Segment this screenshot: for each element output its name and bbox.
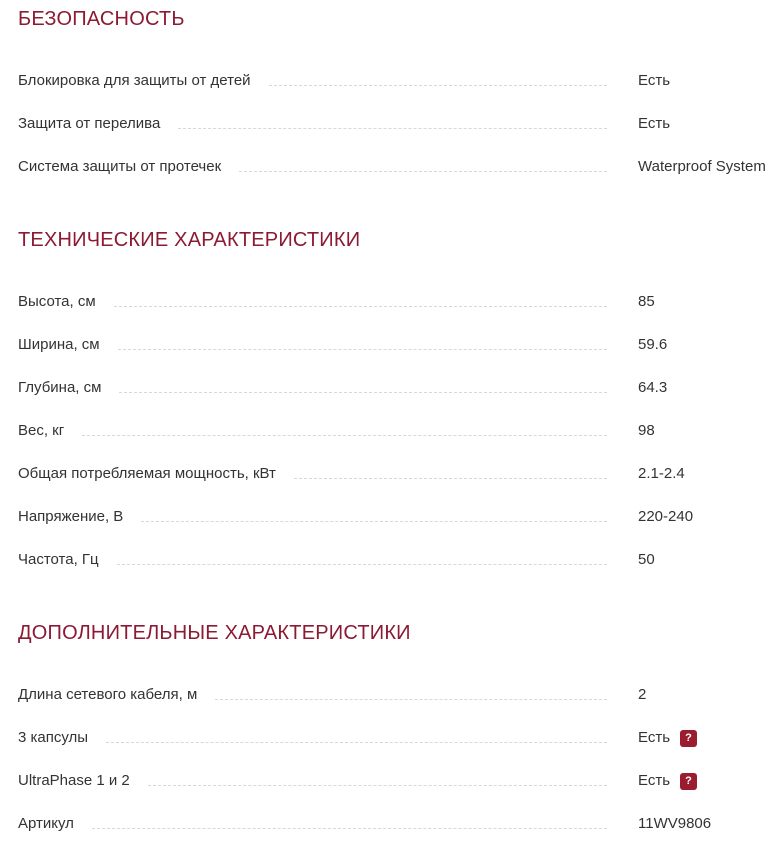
dotted-leader: [114, 306, 607, 307]
spec-row: [18, 539, 775, 582]
spec-rows: [18, 674, 775, 846]
spec-label: Частота, Гц: [18, 551, 99, 568]
spec-value-cell: [638, 551, 775, 569]
spec-value: 50: [638, 551, 655, 568]
spec-value-cell: [638, 508, 775, 526]
dotted-leader: [106, 742, 607, 743]
spec-section: [18, 620, 775, 846]
spec-label: Высота, см: [18, 293, 96, 310]
spec-row: [18, 60, 775, 103]
spec-value-cell: [638, 336, 775, 354]
spec-label: Глубина, см: [18, 379, 102, 396]
spec-label: Длина сетевого кабеля, м: [18, 686, 198, 703]
spec-value: 220-240: [638, 508, 694, 525]
spec-label: UltraPhase 1 и 2: [18, 772, 130, 789]
spec-value-cell: [638, 158, 775, 176]
spec-row: [18, 146, 775, 189]
section-title: БЕЗОПАСНОСТЬ: [18, 8, 185, 30]
help-icon[interactable]: ?: [680, 730, 697, 747]
spec-value-cell: [638, 379, 775, 397]
spec-value: Есть: [638, 772, 671, 789]
spec-label: Блокировка для защиты от детей: [18, 72, 251, 89]
dotted-leader: [82, 435, 607, 436]
spec-rows: [18, 60, 775, 189]
spec-value-cell: [638, 72, 775, 90]
spec-row: [18, 803, 775, 846]
dotted-leader: [294, 478, 607, 479]
spec-label: Система защиты от протечек: [18, 158, 222, 175]
dotted-leader: [118, 349, 607, 350]
dotted-leader: [92, 828, 607, 829]
spec-row: [18, 760, 775, 803]
spec-value-cell: [638, 772, 775, 790]
spec-row: [18, 367, 775, 410]
spec-section: [18, 6, 775, 189]
spec-value: 85: [638, 293, 655, 310]
dotted-leader: [178, 128, 607, 129]
section-title: ТЕХНИЧЕСКИЕ ХАРАКТЕРИСТИКИ: [18, 229, 361, 251]
spec-label: Вес, кг: [18, 422, 65, 439]
spec-row: [18, 496, 775, 539]
spec-value: 2.1-2.4: [638, 465, 685, 482]
spec-value: 59.6: [638, 336, 668, 353]
dotted-leader: [215, 699, 607, 700]
spec-value-cell: [638, 686, 775, 704]
spec-value-cell: [638, 115, 775, 133]
spec-row: [18, 103, 775, 146]
spec-label: Защита от перелива: [18, 115, 161, 132]
dotted-leader: [148, 785, 607, 786]
spec-row: [18, 410, 775, 453]
spec-value-cell: [638, 293, 775, 311]
spec-label: Ширина, см: [18, 336, 100, 353]
dotted-leader: [269, 85, 607, 86]
spec-value: 98: [638, 422, 655, 439]
spec-section: [18, 227, 775, 582]
spec-value: 64.3: [638, 379, 668, 396]
dotted-leader: [117, 564, 607, 565]
spec-value-cell: [638, 422, 775, 440]
spec-value: Есть: [638, 72, 671, 89]
spec-label: Напряжение, В: [18, 508, 124, 525]
spec-value-cell: [638, 729, 775, 747]
dotted-leader: [141, 521, 607, 522]
spec-label: Артикул: [18, 815, 74, 832]
spec-row: [18, 324, 775, 367]
spec-value-cell: [638, 815, 775, 833]
spec-value: 2: [638, 686, 647, 703]
spec-value-cell: [638, 465, 775, 483]
spec-row: [18, 674, 775, 717]
dotted-leader: [119, 392, 607, 393]
section-title: ДОПОЛНИТЕЛЬНЫЕ ХАРАКТЕРИСТИКИ: [18, 622, 411, 644]
spec-row: [18, 281, 775, 324]
spec-row: [18, 453, 775, 496]
spec-value: 11WV9806: [638, 815, 712, 832]
spec-label: 3 капсулы: [18, 729, 89, 746]
spec-label: Общая потребляемая мощность, кВт: [18, 465, 276, 482]
help-icon[interactable]: ?: [680, 773, 697, 790]
spec-value: Есть: [638, 115, 671, 132]
spec-value: Waterproof System: [638, 158, 766, 175]
spec-row: [18, 717, 775, 760]
dotted-leader: [239, 171, 607, 172]
spec-rows: [18, 281, 775, 582]
spec-value: Есть: [638, 729, 671, 746]
